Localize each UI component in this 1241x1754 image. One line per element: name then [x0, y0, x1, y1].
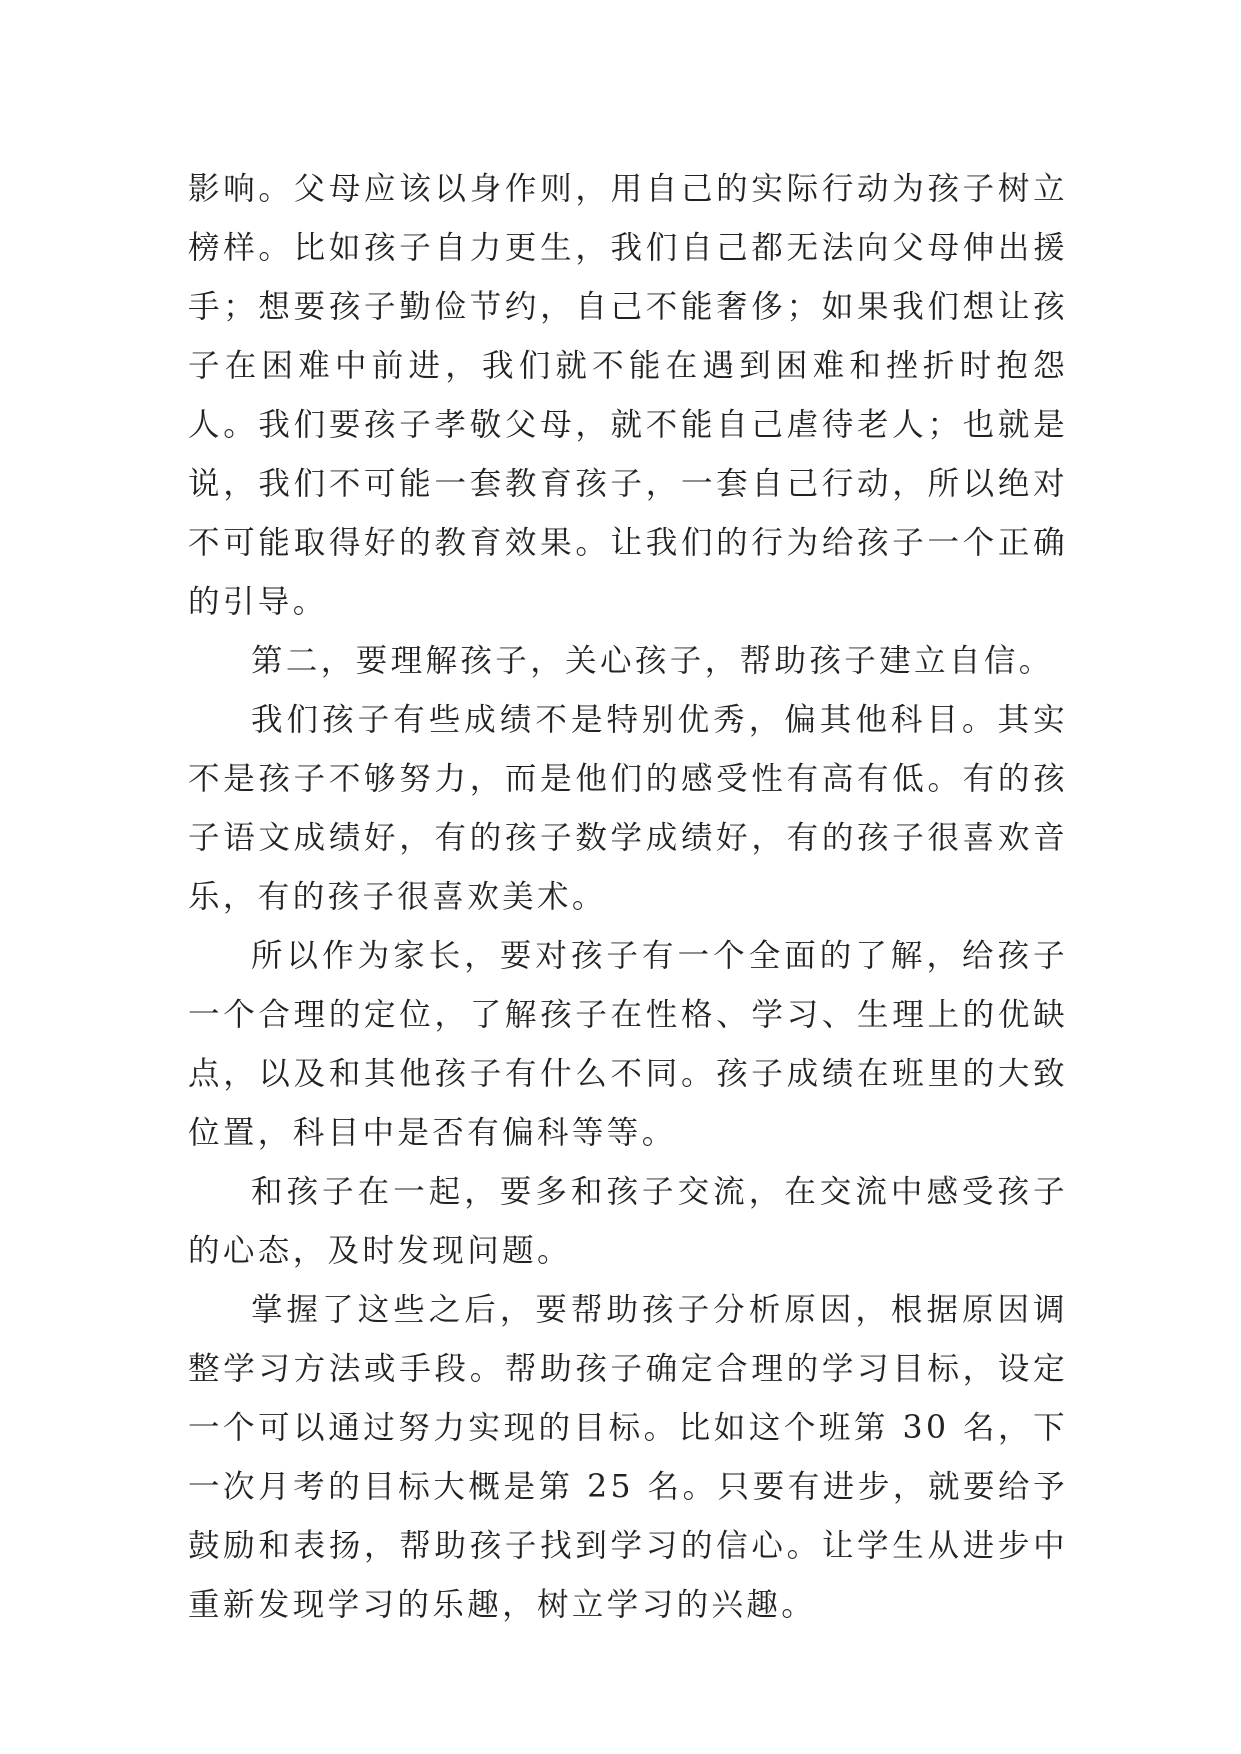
paragraph-5: 和孩子在一起，要多和孩子交流，在交流中感受孩子的心态，及时发现问题。 — [188, 1174, 1068, 1269]
body-text — [188, 160, 1068, 1635]
paragraph-3: 我们孩子有些成绩不是特别优秀，偏其他科目。其实不是孩子不够努力，而是他们的感受性有高有低。有的孩子语文成绩好，有的孩子数学成绩好，有的孩子很喜欢音乐，有的孩子很喜欢美术。 — [188, 702, 1068, 915]
paragraph-1: 影响。父母应该以身作则，用自己的实际行动为孩子树立榜样。比如孩子自力更生，我们自己都无法向父母伸出援手；想要孩子勤俭节约，自己不能奢侈；如果我们想让孩子在困难中前进，我们就不能在遇到困难和挫折时抱怨人。我们要孩子孝敬父母，就不能自己虐待老人；也就是说，我们不可能一套教育孩子，一套自己行动，所以绝对不可能取得好的教育效果。让我们的行为给孩子一个正确的引导。 — [188, 171, 1068, 620]
paragraph-2-heading: 第二，要理解孩子，关心孩子，帮助孩子建立自信。 — [251, 643, 1054, 679]
paragraph-4: 所以作为家长，要对孩子有一个全面的了解，给孩子一个合理的定位，了解孩子在性格、学习、生理上的优缺点，以及和其他孩子有什么不同。孩子成绩在班里的大致位置，科目中是否有偏科等等。 — [188, 938, 1068, 1151]
paragraph-6: 掌握了这些之后，要帮助孩子分析原因，根据原因调整学习方法或手段。帮助孩子确定合理的学习目标，设定一个可以通过努力实现的目标。比如这个班第 30 名，下一次月考的目标大概是第 25 名。只要有进步，就要给予鼓励和表扬，帮助孩子找到学习的信心。让学生从进步中重新发现学习的乐趣，树立学习的兴趣。 — [188, 1292, 1068, 1623]
